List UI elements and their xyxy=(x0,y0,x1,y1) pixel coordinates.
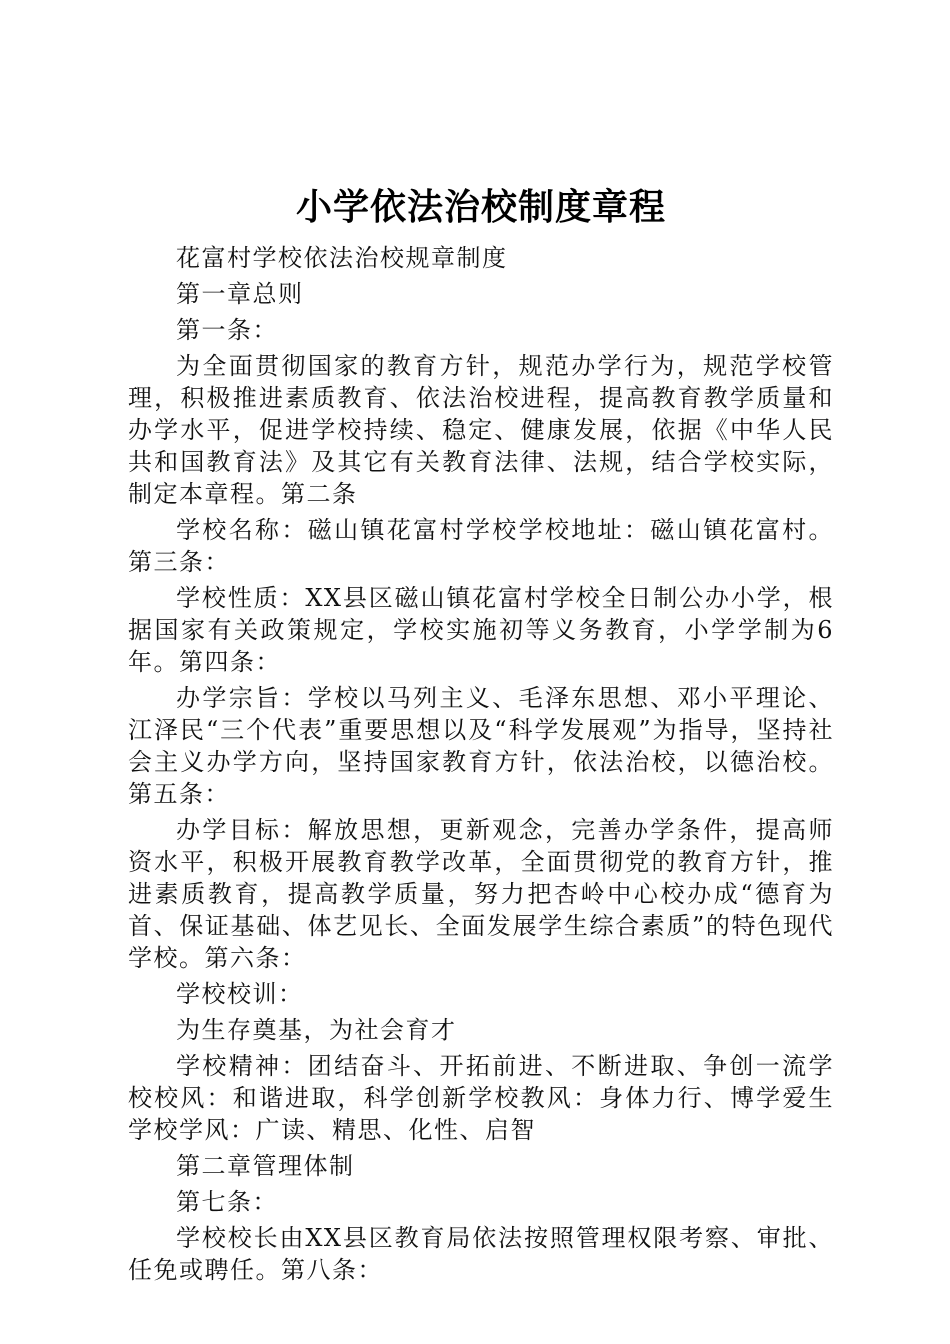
article-heading: 第七条： xyxy=(176,1188,278,1216)
paragraph: 学校校训： xyxy=(176,980,304,1008)
article-heading: 第一条： xyxy=(176,316,278,344)
paragraph: 办学目标：解放思想，更新观念，完善办学条件，提高师资水平，积极开展教育教学改革，全面贯彻党的教育方针，推进素质教育，提高教学质量，努力把杏岭中心校办成“德育为首、保证基础、体艺见长、全面发展学生综合素质”的特色现代学校。第六条： xyxy=(128,816,834,972)
document-body xyxy=(128,242,834,1286)
paragraph: 学校名称：磁山镇花富村学校学校地址：磁山镇花富村。第三条： xyxy=(128,516,834,576)
paragraph: 学校精神：团结奋斗、开拓前进、不断进取、争创一流学校校风：和谐进取，科学创新学校教风：身体力行、博学爱生学校学风：广读、精思、化性、启智 xyxy=(128,1052,834,1144)
chapter-heading: 第一章总则 xyxy=(176,280,304,308)
document-page xyxy=(128,182,834,1290)
paragraph: 学校性质：XX县区磁山镇花富村学校全日制公办小学，根据国家有关政策规定，学校实施初等义务教育，小学学制为6年。第四条： xyxy=(128,584,834,676)
paragraph: 办学宗旨：学校以马列主义、毛泽东思想、邓小平理论、江泽民“三个代表”重要思想以及“科学发展观”为指导，坚持社会主义办学方向，坚持国家教育方针，依法治校，以德治校。第五条： xyxy=(128,684,834,808)
document-title: 小学依法治校制度章程 xyxy=(295,187,666,228)
chapter-heading: 第二章管理体制 xyxy=(176,1152,355,1180)
paragraph: 花富村学校依法治校规章制度 xyxy=(176,244,508,272)
paragraph: 学校校长由XX县区教育局依法按照管理权限考察、审批、任免或聘任。第八条： xyxy=(128,1224,834,1284)
paragraph: 为全面贯彻国家的教育方针，规范办学行为，规范学校管理，积极推进素质教育、依法治校进程，提高教育教学质量和办学水平，促进学校持续、稳定、健康发展，依据《中华人民共和国教育法》及其它有关教育法律、法规，结合学校实际，制定本章程。第二条 xyxy=(128,352,834,508)
paragraph: 为生存奠基，为社会育才 xyxy=(176,1016,457,1044)
